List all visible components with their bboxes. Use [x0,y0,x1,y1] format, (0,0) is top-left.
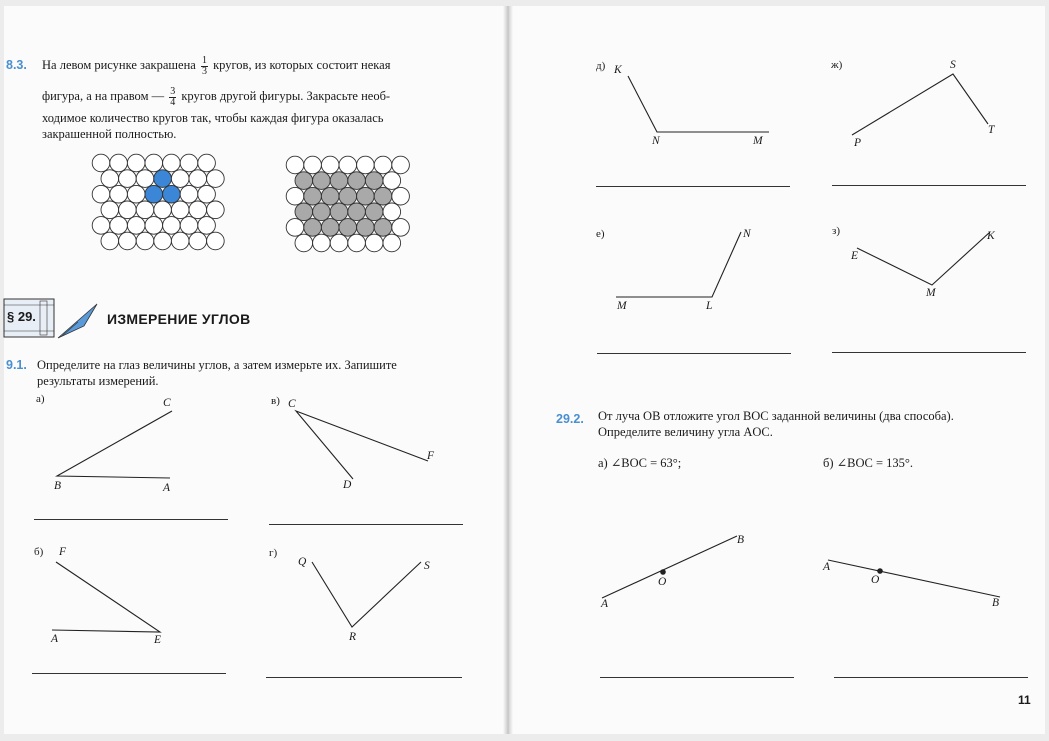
point-label: E [851,250,859,262]
circle-grid-left[interactable] [92,154,224,250]
circle-cell[interactable] [392,187,410,205]
point-label: N [743,228,751,240]
circle-cell[interactable] [207,232,225,250]
circle-cell[interactable] [321,187,339,205]
circle-cell[interactable] [110,185,128,203]
angle-e-label: е) [596,228,605,240]
point-label: T [988,124,995,136]
circle-cell[interactable] [171,170,189,188]
angle-z-label: з) [832,225,841,237]
circle-cell[interactable] [339,219,357,237]
circle-cell[interactable] [154,201,172,219]
exercise-283-line1-start: На левом рисунке закрашена [42,58,196,72]
circle-cell[interactable] [295,234,313,252]
circle-cell[interactable] [321,156,339,174]
point-label: B [737,534,745,546]
part-a-condition: а) ∠BOC = 63°; [598,456,682,470]
circle-cell[interactable] [330,203,348,221]
circle-cell[interactable] [189,170,207,188]
circle-cell[interactable] [207,201,225,219]
angle-zh-label: ж) [831,59,843,71]
point-label: L [706,300,713,312]
circle-cell[interactable] [189,232,207,250]
circle-cell[interactable] [330,172,348,190]
angle-a-label: а) [36,393,45,405]
circle-cell[interactable] [101,232,119,250]
angle-z-lines [857,232,990,285]
circle-cell[interactable] [313,234,331,252]
circle-cell[interactable] [383,203,401,221]
circle-cell[interactable] [119,170,137,188]
angle-v-lines [296,411,428,479]
circle-cell[interactable] [357,219,375,237]
point-label: M [926,287,936,299]
answer-line-g[interactable] [266,677,462,678]
circle-cell[interactable] [383,172,401,190]
circle-cell[interactable] [357,187,375,205]
circle-cell[interactable] [304,156,322,174]
answer-line-a[interactable] [34,519,228,520]
circle-cell[interactable] [295,203,313,221]
point-label: O [658,576,667,588]
circle-cell[interactable] [304,219,322,237]
circle-cell[interactable] [127,154,145,172]
point-label: M [617,300,627,312]
exercise-number-291: 9.1. [6,358,27,372]
circle-cell[interactable] [163,185,181,203]
point-label: B [992,597,1000,609]
paper-plane-icon [58,304,97,338]
angle-g-lines [312,562,421,627]
point-label: C [163,397,171,409]
circle-cell[interactable] [339,156,357,174]
point-o-a [660,569,666,575]
circle-cell[interactable] [304,187,322,205]
circle-cell[interactable] [119,201,137,219]
circle-cell[interactable] [163,154,181,172]
circle-cell[interactable] [92,185,110,203]
circle-cell[interactable] [286,219,304,237]
circle-cell[interactable] [392,219,410,237]
page-number: 11 [1018,693,1031,707]
circle-cell[interactable] [163,217,181,235]
point-label: N [652,135,660,147]
section-number: § 29. [7,309,36,324]
angle-zh-lines [852,74,988,135]
circle-cell[interactable] [374,156,392,174]
point-label: A [823,561,831,573]
circle-cell[interactable] [374,187,392,205]
angle-e-lines [616,232,741,297]
circle-cell[interactable] [348,234,366,252]
answer-line-v[interactable] [269,524,463,525]
point-label: A [601,598,609,610]
angle-v-label: в) [271,395,280,407]
exercise-283-line4: закрашенной полностью. [42,127,177,141]
point-label: Q [298,556,307,568]
answer-line-b[interactable] [32,673,226,674]
point-label: O [871,574,880,586]
circle-cell[interactable] [286,187,304,205]
point-label: K [614,64,622,76]
circle-cell[interactable] [365,172,383,190]
circle-cell[interactable] [198,185,216,203]
angle-b-lines [52,562,160,632]
exercise-291-line1: Определите на глаз величины углов, а затем измерьте их. Запишите [37,358,397,372]
exercise-number-292: 29.2. [556,412,584,426]
circle-cell[interactable] [136,232,154,250]
angle-g-label: г) [269,547,278,559]
point-label: K [987,230,995,242]
part-b-condition: б) ∠BOC = 135°. [823,456,913,470]
exercise-283-line3: ходимое количество кругов так, чтобы каждая фигура оказалась [42,111,384,125]
exercise-number-283: 8.3. [6,58,27,72]
circle-cell[interactable] [374,219,392,237]
circle-cell[interactable] [110,154,128,172]
circle-cell[interactable] [207,170,225,188]
point-label: B [54,480,62,492]
circle-cell[interactable] [383,234,401,252]
circle-cell[interactable] [92,154,110,172]
answer-line-e[interactable] [597,353,791,354]
section-title: ИЗМЕРЕНИЕ УГЛОВ [107,311,251,327]
circle-cell[interactable] [154,170,172,188]
point-label: S [424,560,430,572]
point-label: A [163,482,171,494]
ray-fig-b [828,560,1000,597]
circle-cell[interactable] [286,156,304,174]
circle-cell[interactable] [101,201,119,219]
circle-cell[interactable] [365,234,383,252]
ray-fig-a [602,536,737,598]
circle-cell[interactable] [392,156,410,174]
point-o-b [877,568,883,574]
angle-d-label: д) [596,60,606,72]
circle-cell[interactable] [321,219,339,237]
circle-cell[interactable] [136,201,154,219]
circle-cell[interactable] [154,232,172,250]
point-label: E [154,634,162,646]
answer-line-z[interactable] [832,352,1026,353]
angle-b-label: б) [34,546,44,558]
circle-cell[interactable] [136,170,154,188]
circle-cell[interactable] [180,185,198,203]
fraction-three-quarters: $\frac{3}{4}$ [170,85,176,108]
answer-line-d[interactable] [596,186,790,187]
circle-cell[interactable] [171,232,189,250]
circle-cell[interactable] [110,217,128,235]
circle-cell[interactable] [119,232,137,250]
circle-cell[interactable] [198,217,216,235]
circle-cell[interactable] [330,234,348,252]
circle-cell[interactable] [348,172,366,190]
circle-cell[interactable] [357,156,375,174]
exercise-283-line1-end: кругов, из которых состоит некая [213,58,391,72]
circle-cell[interactable] [180,154,198,172]
point-label: P [854,137,862,149]
exercise-292-line2: Определите величину угла AOC. [598,425,773,439]
fraction-one-third: $\frac{1}{3}$ [201,54,207,77]
circle-cell[interactable] [92,217,110,235]
circle-cell[interactable] [127,217,145,235]
point-label: S [950,59,956,71]
point-label: A [51,633,59,645]
circle-cell[interactable] [313,172,331,190]
exercise-292-line1: От луча OB отложите угол BOC заданной величины (два способа). [598,409,954,423]
circle-grid-right[interactable] [286,156,409,252]
exercise-291-line2: результаты измерений. [37,374,159,388]
circle-cell[interactable] [101,170,119,188]
circle-cell[interactable] [127,185,145,203]
circle-cell[interactable] [145,185,163,203]
circle-cell[interactable] [348,203,366,221]
answer-line-292a[interactable] [600,677,794,678]
circle-cell[interactable] [145,154,163,172]
circle-cell[interactable] [313,203,331,221]
circle-cell[interactable] [295,172,313,190]
point-label: F [59,546,67,558]
exercise-283-line2: фигура, а на правом — $\frac{3}{4}$ кругов другой фигуры. Закрасьте необ- [42,85,391,108]
circle-cell[interactable] [339,187,357,205]
point-label: R [349,631,357,643]
circle-cell[interactable] [180,217,198,235]
point-label: C [288,398,296,410]
angle-d-lines [628,76,769,132]
answer-line-zh[interactable] [832,185,1026,186]
circle-cell[interactable] [145,217,163,235]
circle-cell[interactable] [171,201,189,219]
point-label: D [343,479,352,491]
answer-line-292b[interactable] [834,677,1028,678]
circle-cell[interactable] [198,154,216,172]
point-label: F [427,450,435,462]
point-label: M [753,135,763,147]
circle-cell[interactable] [365,203,383,221]
angle-a-lines [57,411,172,478]
circle-cell[interactable] [189,201,207,219]
